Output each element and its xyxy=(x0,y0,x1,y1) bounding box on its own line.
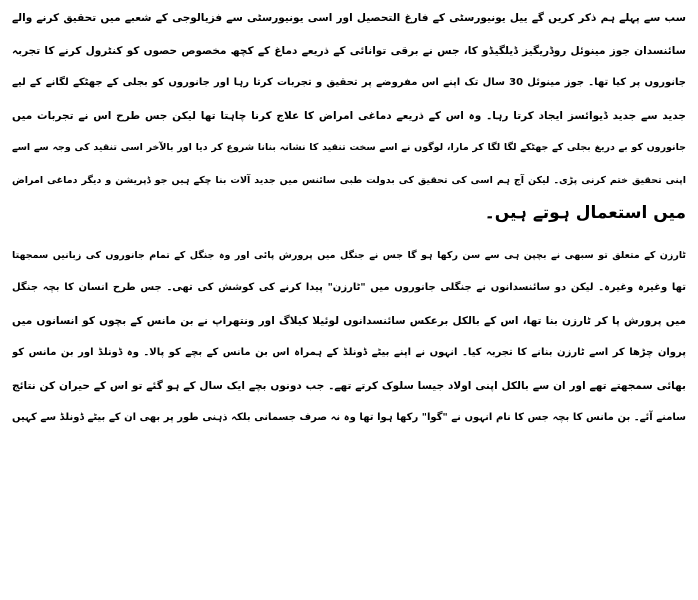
text-line-last: میں استعمال ہوتے ہیں۔ xyxy=(484,203,686,223)
text-line: جدید سے جدید ڈیوائسز ایجاد کرتا رہا۔ وہ اس کے ذریعے دماغی امراض کا علاج کرنا چاہتا تھا لیکن جس طرح اس نے تجربات میں xyxy=(12,109,686,122)
paragraph-delgado xyxy=(12,2,686,230)
paragraph-gap xyxy=(12,230,686,240)
text-line: سائنسدان جوز مینوئل روڈریگیز ڈیلگیڈو کا، جس نے برقی توانائی کے ذریعے دماغ کے کچھ مخصوص حصوں کو کنٹرول کرنے کا تجربہ xyxy=(12,44,686,57)
text-line: تھا وغیرہ وغیرہ۔ لیکن دو سائنسدانوں نے جنگلی جانوروں میں "ٹارزن" پیدا کرنے کی کوشش کی تھی۔ جس طرح انسان کا بچہ جنگل xyxy=(12,282,686,293)
text-line: پروان چڑھا کر اسے ٹارزن بنانے کا تجربہ کیا۔ انہوں نے اپنے بیٹے ڈونلڈ کے ہمراہ اس بن مانس کے بچے کو پالا۔ وہ ڈونلڈ اور بن مانس کو xyxy=(12,347,686,358)
text-line: جانوروں پر کیا تھا۔ جوز مینوئل 30 سال تک اپنے اس مفروضے پر تحقیق و تجربات کرتا رہا اور جانوروں کو بجلی کے جھٹکے لگانے کے لیے xyxy=(12,77,686,88)
paragraph-tarzan xyxy=(12,240,686,435)
text-line: اپنی تحقیق ختم کرنی پڑی۔ لیکن آج ہم اسی کی تحقیق کی بدولت طبی سائنس میں جدید آلات بنا چکے ہیں جو ڈپریشن و دیگر دماغی امراض xyxy=(12,174,686,186)
text-line: میں پرورش پا کر ٹارزن بنا تھا، اس کے بالکل برعکس سائنسدانوں لوئیلا کیلاگ اور ونتھراپ نے بن مانس کے بچوں کو انسانوں میں xyxy=(12,314,686,327)
text-line: سامنے آئے۔ بن مانس کا بچہ جس کا نام انہوں نے "گوا" رکھا ہوا تھا وہ نہ صرف جسمانی بلکہ ذہنی طور پر بھی ان کے بیٹے ڈونلڈ سے کہیں xyxy=(12,412,686,423)
text-line: بھائی سمجھتے تھے اور ان سے بالکل اپنی اولاد جیسا سلوک کرتے تھے۔ جب دونوں بچے ایک سال کے ہو گئے تو اس کے حیران کن نتائج xyxy=(12,379,686,392)
text-line: سب سے پہلے ہم ذکر کریں گے ییل یونیورسٹی کے فارغ التحصیل اور اسی یونیورسٹی سے فزیالوجی کے شعبے میں تحقیق کرنے والے xyxy=(12,12,686,24)
text-line: جانوروں کو بے دریغ بجلی کے جھٹکے لگا لگا کر مارا، لوگوں نے اسے سخت تنقید کا نشانہ بنانا شروع کر دیا اور بالآخر اسی تنقید کی وجہ سے اسے xyxy=(12,142,686,153)
text-line: ٹارزن کے متعلق تو سبھی نے بچپن ہی سے سن رکھا ہو گا جس نے جنگل میں پرورش پائی اور وہ جنگل کے تمام جانوروں کی زبانیں سمجھتا xyxy=(12,249,686,261)
